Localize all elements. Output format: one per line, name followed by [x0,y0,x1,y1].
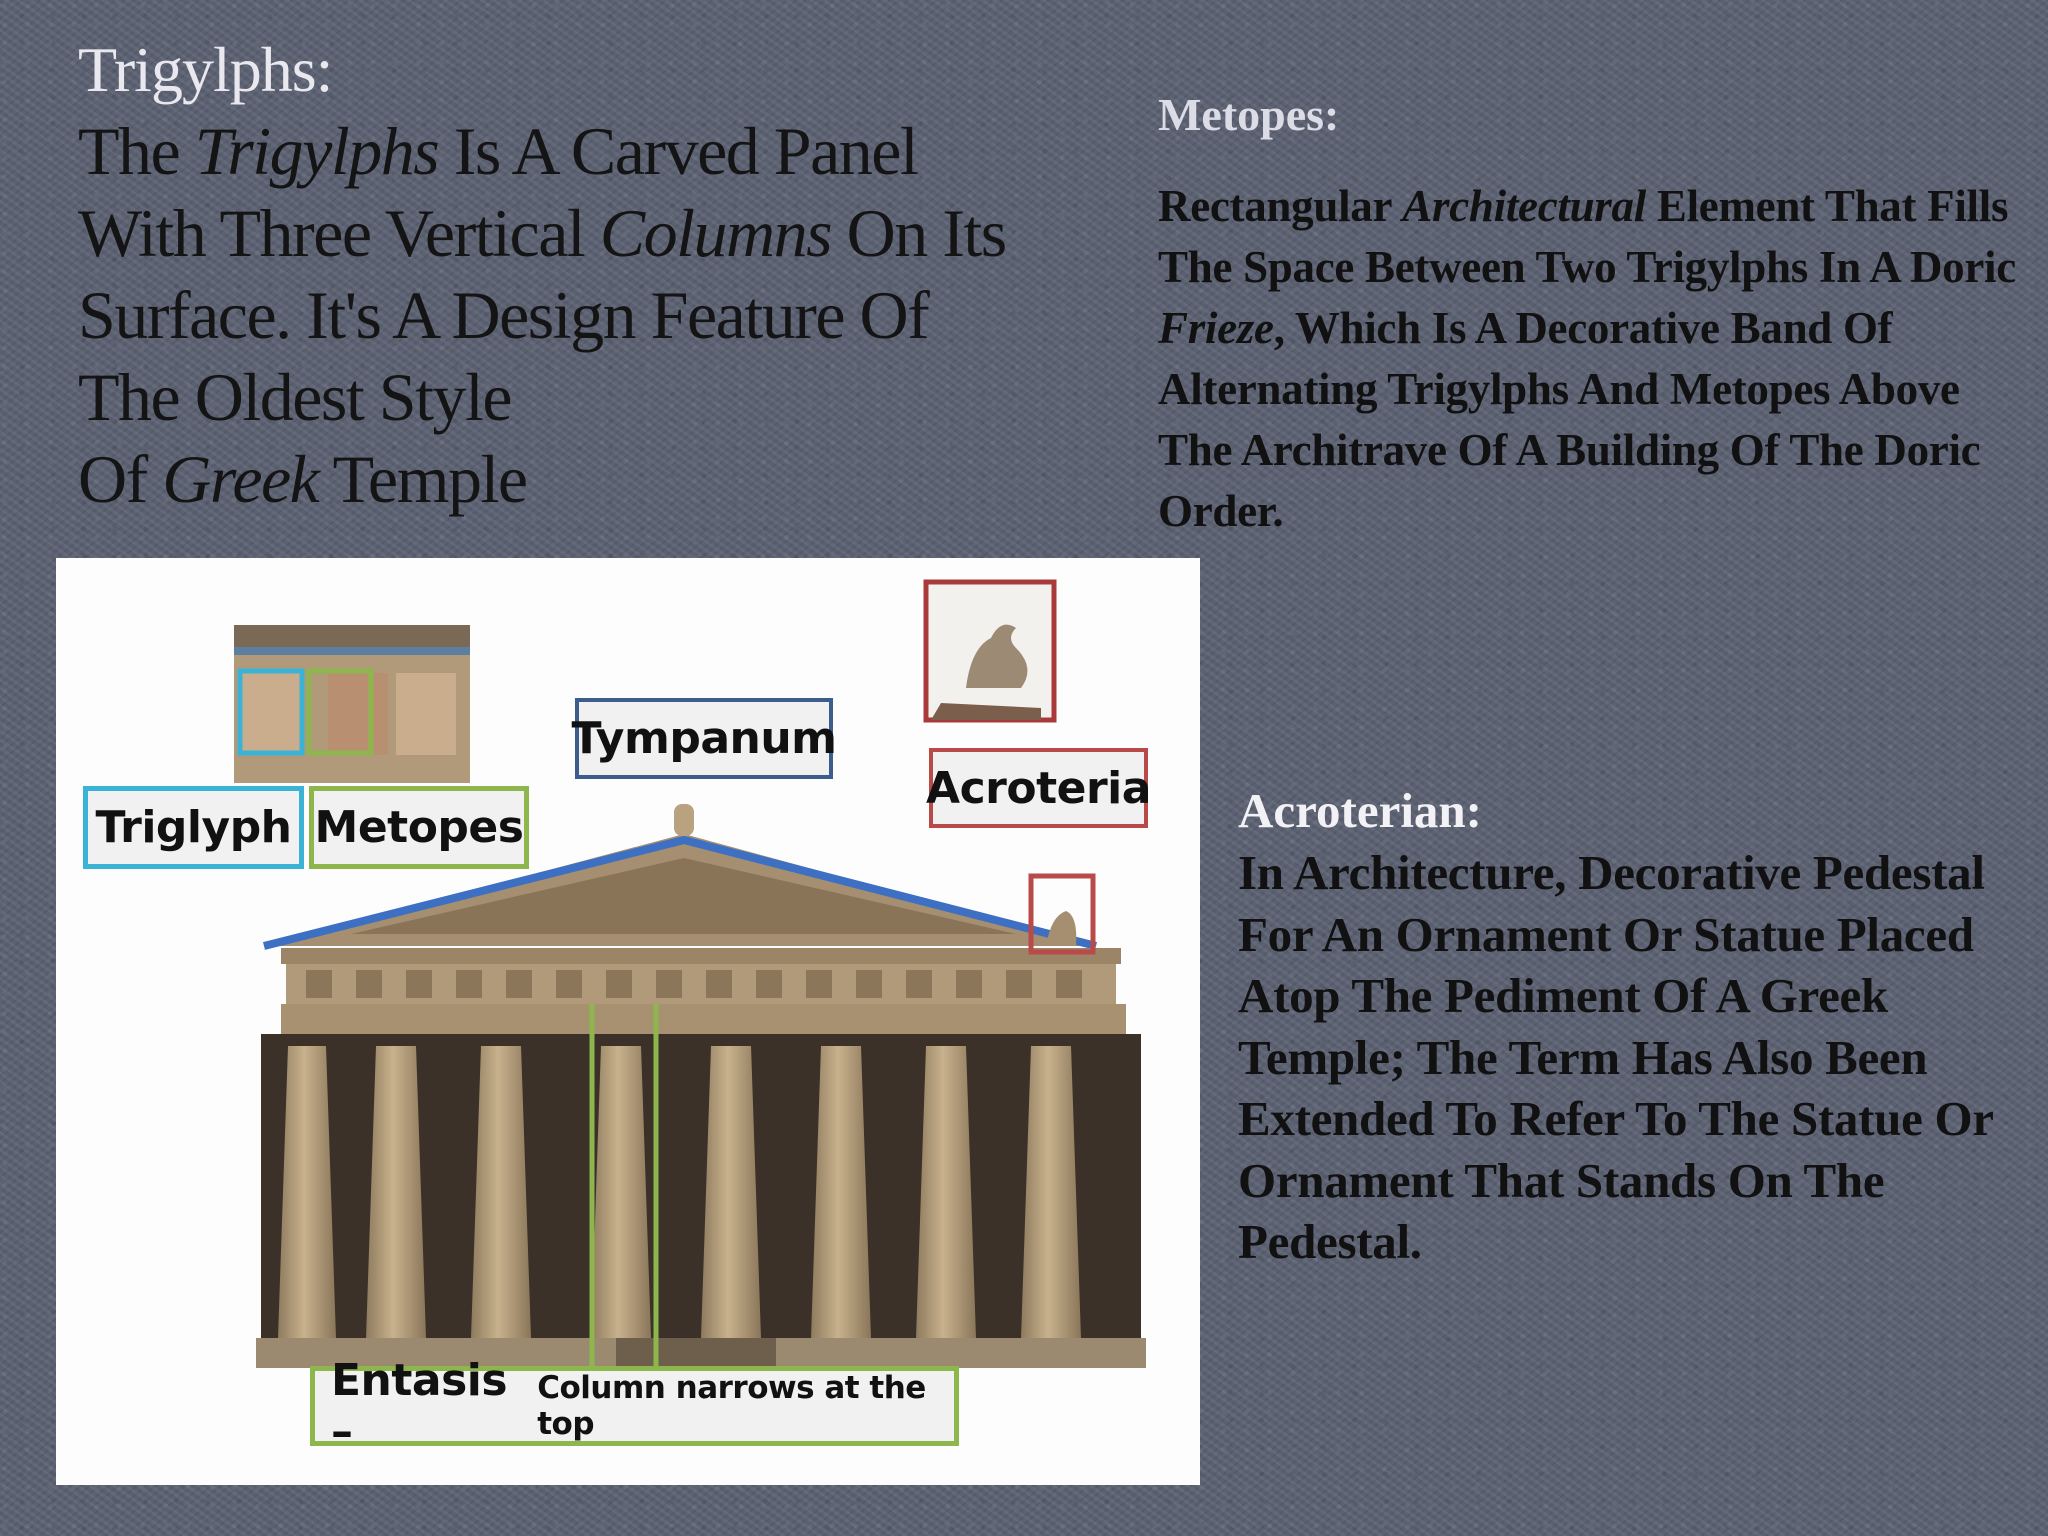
acroteria-inset [926,582,1054,720]
tympanum-label: Tympanum [575,698,833,779]
text-run: Is A Carved Panel With Three Vertical [78,113,918,271]
text-run: , Which Is A Decorative Band Of Alternating Trigylphs And Metopes Above The Architrave Of A Building Of The Doric Order. [1158,303,1981,536]
entasis-label [310,1355,959,1457]
metopes-heading: Metopes: [1158,89,1340,140]
text-run: The [78,113,195,189]
temple-building [256,804,1146,1368]
trigylphs-heading: Trigylphs: [78,34,333,105]
acroterian-section [1238,780,2038,1273]
entasis-note: Column narrows at the top [537,1370,926,1442]
metopes-section [1158,86,2018,542]
acroterian-description: In Architecture, Decorative Pedestal For An Ornament Or Statue Placed Atop The Pediment Of A Greek Temple; The Term Has Also Been Extended To Refer To The Statue Or Ornament That Stands On The Pedestal. [1238,845,1993,1269]
emphasis: Trigylphs [194,113,439,189]
text-run: Element That Fills The Space Between Two Trigylphs In A Doric [1158,181,2016,292]
frieze-inset [234,625,470,783]
acroterian-heading: Acroterian: [1238,783,1482,838]
text-run: Rectangular [1158,181,1403,231]
acroteria-label: Acroteria [929,748,1148,828]
triglyph-label: Triglyph [83,786,304,869]
entasis-title: Entasis – [331,1355,508,1457]
metopes-description [1158,176,2018,542]
parthenon-diagram [56,558,1200,1485]
text-run: On Its Surface. It's A Design Feature Of The Oldest Style [78,195,1006,435]
emphasis: Columns [599,195,832,271]
emphasis: Architectural [1402,181,1646,231]
emphasis: Frieze [1158,303,1274,353]
trigylphs-section [78,30,1038,520]
text-run: Temple [318,441,527,517]
metopes-label: Metopes [309,786,529,869]
trigylphs-description [78,110,1038,520]
emphasis: Greek [162,441,319,517]
text-run: Of [78,441,163,517]
